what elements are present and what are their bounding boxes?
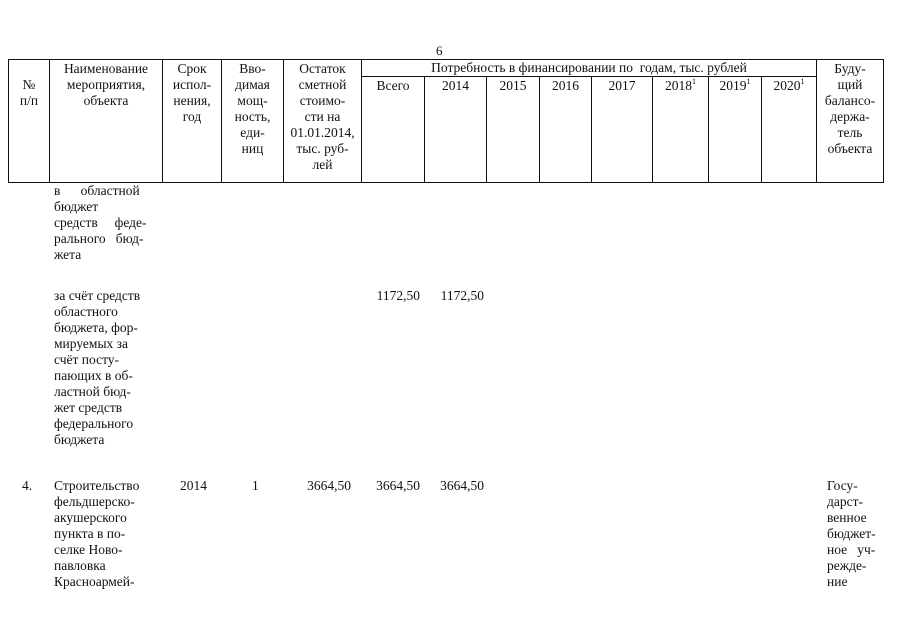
row3-num: 4. <box>22 478 33 493</box>
footnote-mark: 1 <box>692 76 696 86</box>
row3-term: 2014 <box>180 478 207 493</box>
row3-2014: 3664,50 <box>440 478 484 493</box>
row2-total: 1172,50 <box>376 288 420 303</box>
row3-name: Строительство фельдшерско- акушерского пункта в по- селке Ново- павловка Красноармей- <box>54 478 140 589</box>
header-num: № п/п <box>19 77 39 108</box>
header-remainder: Остаток сметной стоимо- сти на 01.01.2014, тыс. руб- лей <box>290 61 355 172</box>
header-2017: 2017 <box>608 78 636 93</box>
page-number: 6 <box>436 43 443 58</box>
col-border <box>883 59 884 183</box>
header-2018: 2018$^1$ <box>665 76 696 93</box>
row3-holder: Госу- дарст- венное бюджет- ное уч- режде- ние <box>827 478 876 589</box>
row2-name: за счёт средств областного бюджета, фор- мируемых за счёт посту- пающих в об- ластной бюд- жет средств федерального бюджета <box>54 288 141 447</box>
row3-capacity: 1 <box>252 478 259 493</box>
row3-total: 3664,50 <box>376 478 420 493</box>
row1-name: в областной бюджет средств феде- рального бюд- жета <box>54 183 147 262</box>
header-capacity: Вво- димая мощ- ность, еди- ниц <box>234 61 271 156</box>
header-total: Всего <box>376 78 410 93</box>
header-2020: 2020$^1$ <box>773 76 805 93</box>
header-term: Срок испол- нения, год <box>172 61 212 124</box>
footnote-mark: 1 <box>746 76 751 86</box>
header-2015: 2015 <box>499 78 527 93</box>
footnote-mark: 1 <box>800 76 805 86</box>
row2-2014: 1172,50 <box>440 288 484 303</box>
header-name: Наименование мероприятия, объекта <box>63 61 149 108</box>
row3-remainder: 3664,50 <box>307 478 351 493</box>
header-2014: 2014 <box>442 78 469 93</box>
header-financing-group: Потребность в финансировании по годам, тыс. рублей <box>431 60 747 75</box>
header-2016: 2016 <box>552 78 579 93</box>
header-2019: 2019$^1$ <box>719 76 751 93</box>
header-holder: Буду- щий балансо- держа- тель объекта <box>824 61 876 156</box>
